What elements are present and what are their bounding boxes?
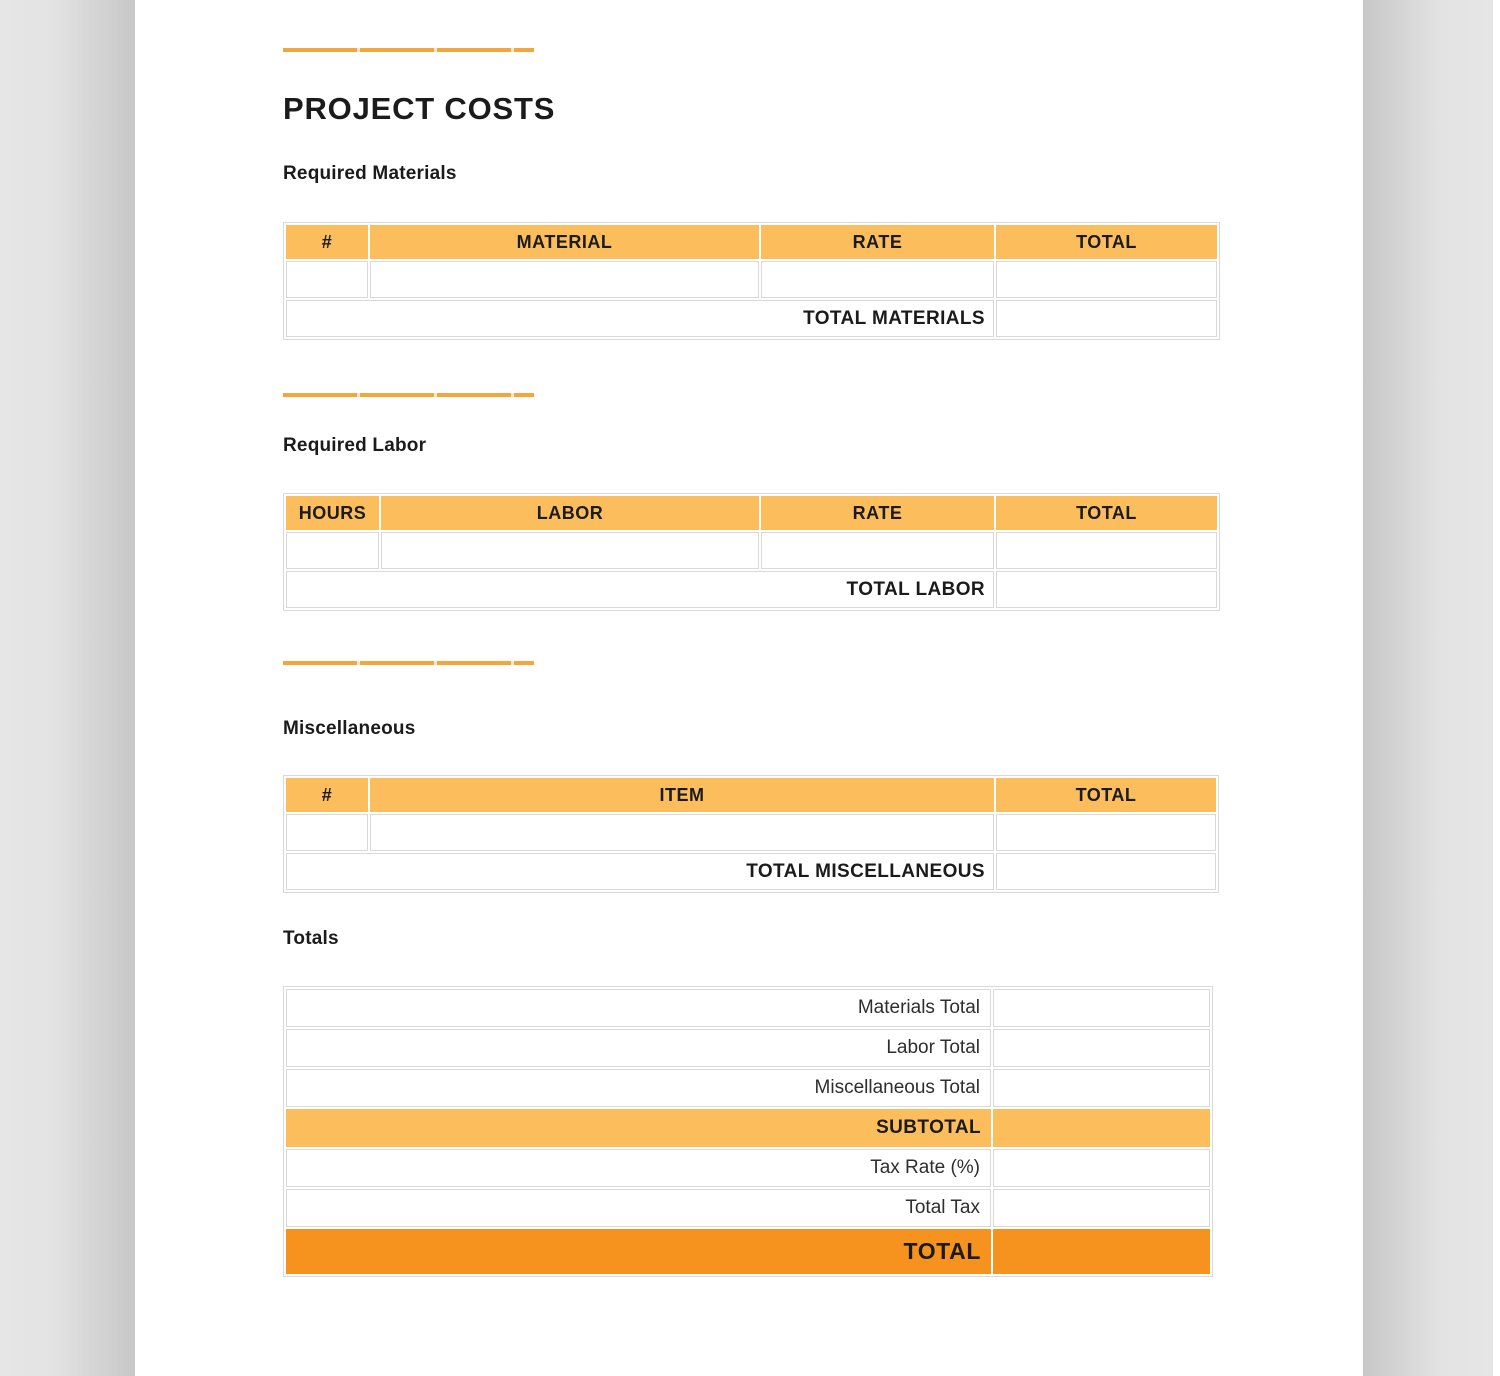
misc-total-row [286, 853, 1216, 890]
totals-row-miscellaneous [286, 1069, 1210, 1107]
labor-col-labor: LABOR [381, 496, 759, 530]
materials-entry-row [286, 261, 1217, 298]
labor-total-label: TOTAL LABOR [286, 571, 994, 608]
grand-total-value[interactable] [993, 1229, 1210, 1274]
page-title: PROJECT COSTS [283, 91, 556, 126]
misc-total-cell[interactable] [996, 814, 1216, 851]
misc-total-row-value[interactable] [993, 1069, 1210, 1107]
labor-total-value-cell[interactable] [996, 571, 1217, 608]
totals-section-heading: Totals [283, 928, 339, 949]
section-divider [283, 393, 534, 397]
labor-header-row [286, 496, 1217, 530]
misc-total-value-cell[interactable] [996, 853, 1216, 890]
miscellaneous-table [283, 775, 1219, 893]
materials-col-material: MATERIAL [370, 225, 759, 259]
labor-rate-cell[interactable] [761, 532, 994, 569]
labor-hours-cell[interactable] [286, 532, 379, 569]
labor-col-total: TOTAL [996, 496, 1217, 530]
totals-row-materials [286, 989, 1210, 1027]
totals-row-total-tax [286, 1189, 1210, 1227]
section-divider [283, 48, 534, 52]
materials-col-rate: RATE [761, 225, 994, 259]
subtotal-value[interactable] [993, 1109, 1210, 1147]
labor-section-heading: Required Labor [283, 435, 427, 456]
misc-col-total: TOTAL [996, 778, 1216, 812]
misc-total-label: TOTAL MISCELLANEOUS [286, 853, 994, 890]
materials-total-row-value[interactable] [993, 989, 1210, 1027]
materials-total-row-label: Materials Total [286, 989, 991, 1027]
page-edge-shadow-right [1363, 0, 1493, 1376]
totals-row-subtotal [286, 1109, 1210, 1147]
labor-total-cell[interactable] [996, 532, 1217, 569]
subtotal-label: SUBTOTAL [286, 1109, 991, 1147]
misc-header-row [286, 778, 1216, 812]
materials-table [283, 222, 1220, 340]
materials-number-cell[interactable] [286, 261, 368, 298]
tax-rate-value[interactable] [993, 1149, 1210, 1187]
labor-total-row-label: Labor Total [286, 1029, 991, 1067]
labor-col-hours: HOURS [286, 496, 379, 530]
totals-row-labor [286, 1029, 1210, 1067]
materials-header-row [286, 225, 1217, 259]
materials-col-total: TOTAL [996, 225, 1217, 259]
total-tax-label: Total Tax [286, 1189, 991, 1227]
totals-row-tax-rate [286, 1149, 1210, 1187]
misc-entry-row [286, 814, 1216, 851]
labor-total-row [286, 571, 1217, 608]
labor-labor-cell[interactable] [381, 532, 759, 569]
tax-rate-label: Tax Rate (%) [286, 1149, 991, 1187]
totals-table [283, 986, 1213, 1277]
materials-col-number: # [286, 225, 368, 259]
section-divider [283, 661, 534, 665]
materials-total-value-cell[interactable] [996, 300, 1217, 337]
materials-material-cell[interactable] [370, 261, 759, 298]
labor-total-row-value[interactable] [993, 1029, 1210, 1067]
document-page [135, 0, 1363, 1376]
materials-total-label: TOTAL MATERIALS [286, 300, 994, 337]
page-edge-shadow-left [0, 0, 135, 1376]
misc-item-cell[interactable] [370, 814, 994, 851]
labor-table [283, 493, 1220, 611]
labor-col-rate: RATE [761, 496, 994, 530]
miscellaneous-section-heading: Miscellaneous [283, 718, 416, 739]
misc-col-number: # [286, 778, 368, 812]
totals-row-grand-total [286, 1229, 1210, 1274]
grand-total-label: TOTAL [286, 1229, 991, 1274]
materials-total-row [286, 300, 1217, 337]
materials-section-heading: Required Materials [283, 163, 457, 184]
materials-rate-cell[interactable] [761, 261, 994, 298]
misc-col-item: ITEM [370, 778, 994, 812]
misc-number-cell[interactable] [286, 814, 368, 851]
materials-total-cell[interactable] [996, 261, 1217, 298]
total-tax-value[interactable] [993, 1189, 1210, 1227]
labor-entry-row [286, 532, 1217, 569]
misc-total-row-label: Miscellaneous Total [286, 1069, 991, 1107]
